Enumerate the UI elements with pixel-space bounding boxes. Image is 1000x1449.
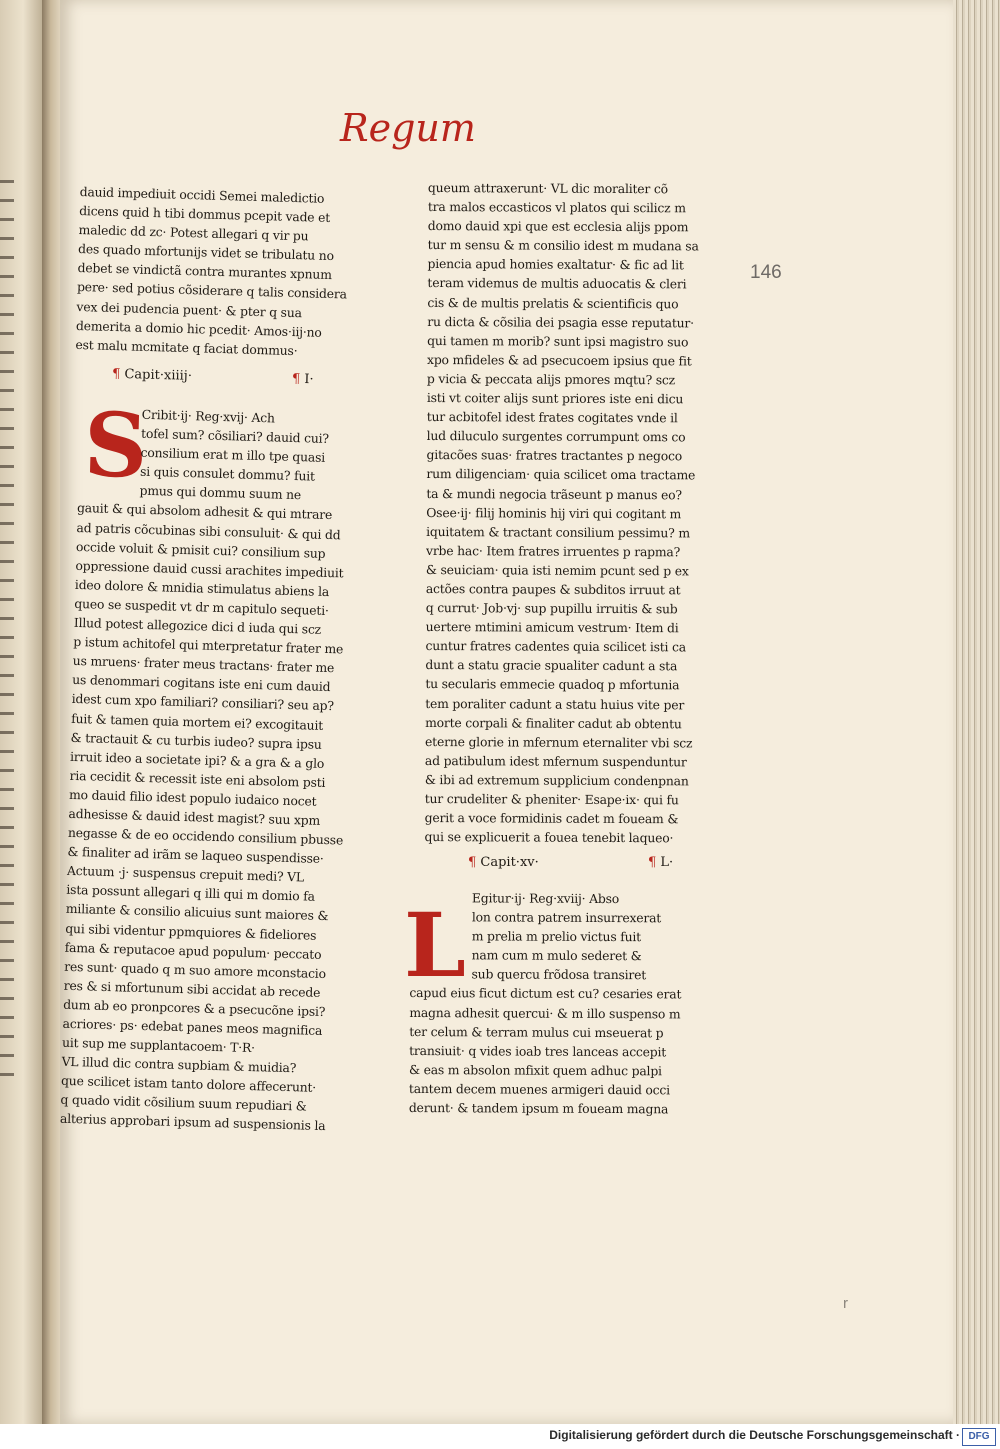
- text-line: qui sibi videntur ppmquiores & fideliores: [65, 920, 317, 943]
- chapter-label: Capit·xv·: [480, 855, 539, 870]
- page-edges: [953, 0, 1000, 1424]
- text-line: occide voluit & pmisit cui? consilium sup: [75, 538, 326, 561]
- text-line: res sunt· quado q m suo amore mconstacio: [64, 958, 327, 981]
- text-line: vex dei pudencia puent· & pter q sua: [76, 298, 303, 320]
- text-line: Actuum ·j· suspensus crepuit medi? VL: [66, 863, 305, 885]
- paragraph-mark-icon: ¶: [291, 371, 305, 388]
- text-line: vrbe hac· Item fratres irruentes p rapma?: [426, 542, 681, 560]
- text-line: dunt a statu gracie spualiter cadunt a sta: [425, 657, 678, 674]
- text-line: qui se explicuerit a fouea tenebit laqueo·: [424, 829, 674, 846]
- text-line: fama & reputacoe apud populum· peccato: [64, 939, 322, 962]
- text-line: ta & mundi negocia trãseunt p manus eo?: [426, 485, 682, 502]
- text-line: lon contra patrem insurrexerat: [471, 909, 662, 926]
- text-line: des quado mfortunijs videt se tribulatu no: [77, 241, 335, 264]
- text-line: VL illud dic contra supbiam & muidia?: [61, 1053, 297, 1076]
- left-column-top: [75, 182, 380, 362]
- text-line: tur acbitofel idest frates cogitates vnde il: [426, 409, 678, 426]
- text-line: xpo mfideles & ad psecucoem ipsius que fit: [427, 351, 692, 369]
- text-line: uertere mtimini amicum vestrum· Item di: [425, 619, 679, 636]
- text-line: negasse & de eo occidendo consilium pbusse: [67, 824, 344, 848]
- text-line: eterne glorie in mfernum eternaliter vbi scz: [425, 733, 693, 751]
- text-line: ideo dolore & mnidia stimulatus abiens la: [74, 576, 330, 599]
- left-column: [60, 403, 380, 1137]
- folio-number: 146: [750, 262, 782, 283]
- text-line: queo se suspedit vt dr m capitulo sequeti·: [74, 595, 329, 618]
- chapter-number: ¶ I·: [291, 371, 314, 388]
- text-line: tu secularis emmecie quadoq p mfortunia: [425, 676, 680, 693]
- text-line: tur crudeliter & pheniter· Esape·ix· qui fu: [424, 790, 679, 808]
- funding-credit: Digitalisierung gefördert durch die Deutsche Forschungsgemeinschaft ·: [549, 1428, 960, 1442]
- left-page-text-fragment: [0, 180, 14, 1080]
- text-line: piencia apud homies exaltatur· & fic ad lit: [427, 256, 684, 273]
- text-line: tofel sum? cõsiliari? dauid cui?: [140, 425, 330, 447]
- text-line: adhesisse & dauid idest magist? suu xpm: [68, 805, 321, 828]
- text-line: tem poraliter cadunt a statu huius vite per: [425, 695, 685, 712]
- text-line: tur m sensu & m consilio idest m mudana sa: [427, 237, 699, 254]
- text-line: transiuit· q vides ioab tres lanceas accepit: [409, 1042, 667, 1060]
- chapter-heading-right: [468, 855, 708, 870]
- text-line: gauit & qui absolom adhesit & qui mtrare: [76, 500, 333, 523]
- text-line: gerit a voce formidinis cadet m foueam &: [424, 810, 679, 827]
- text-line: & seuiciam· quia isti nemim pcunt sed p ex: [425, 561, 689, 579]
- text-line: rum diligenciam· quia scilicet oma tractame: [426, 466, 696, 483]
- text-line: & ibi ad extremum supplicium condenpnan: [424, 771, 689, 789]
- text-line: morte corpali & finaliter cadut ab obtentu: [425, 714, 682, 731]
- text-line: teram videmus de multis aduocatis & cleri: [427, 275, 687, 292]
- text-line: dum ab eo pronpcores & a psecucõne ipsi?: [62, 996, 326, 1019]
- text-line: & tractauit & cu turbis iudeo? supra ipsu: [70, 729, 322, 752]
- left-page-edge: [0, 0, 42, 1424]
- text-line: uit sup me supplantacoem· T·R·: [61, 1034, 256, 1056]
- text-line: alterius approbari ipsum ad suspensionis la: [59, 1111, 326, 1134]
- text-line: Cribit·ij· Reg·xvij· Ach: [141, 406, 276, 426]
- paragraph-mark-icon: ¶: [111, 366, 125, 382]
- text-line: ad patris cõcubinas sibi consuluit· & qui dd: [76, 519, 341, 542]
- text-line: demerita a domio hic pcedit· Amos·iij·no: [75, 317, 322, 340]
- text-line: oppressione dauid cussi arachites impediuit: [75, 557, 344, 581]
- text-line: si quis consulet dommu? fuit: [139, 463, 315, 484]
- text-line: fuit & tamen quia mortem ei? excogitauit: [70, 710, 324, 733]
- text-line: idest cum xpo familiari? consiliari? seu ap?: [71, 691, 335, 714]
- text-line: & finaliter ad irãm se laqueo suspendisse·: [67, 843, 324, 867]
- paragraph-mark-icon: ¶: [468, 855, 481, 870]
- right-column-bottom: [409, 888, 710, 1119]
- text-line: actões contra paupes & subditos irruut at: [425, 580, 681, 598]
- text-line: nam cum m mulo sederet &: [471, 947, 642, 964]
- text-line: domo dauid xpi que est ecclesia alijs ppom: [427, 218, 689, 235]
- text-line: cuntur fratres cadentes quia scilicet isti ca: [425, 638, 687, 655]
- text-line: us mruens· frater meus tractans· frater me: [72, 653, 335, 676]
- text-line: & eas m absolon mfixit quem adhuc palpi: [409, 1061, 662, 1079]
- text-line: capud eius ficut dictum est cu? cesaries erat: [409, 985, 682, 1002]
- footer-bar: [0, 1424, 1000, 1449]
- text-line: lud diluculo surgentes corrumpunt oms co: [426, 428, 686, 445]
- initial-l: L: [404, 893, 466, 997]
- text-line: que scilicet istam tanto dolore affecerunt·: [60, 1073, 317, 1096]
- text-line: dicens quid h tibi dommus pcepit vade et: [78, 203, 331, 226]
- paragraph-mark-icon: ¶: [648, 855, 661, 870]
- text-line: ria cecidit & recessit iste eni absolom psti: [69, 767, 326, 790]
- text-line: queum attraxerunt· VL dic moraliter cõ: [427, 179, 668, 197]
- text-line: q quado vidit cõsilium suum repudiari &: [60, 1092, 307, 1114]
- text-line: us denommari cogitans iste eni cum dauid: [72, 672, 331, 695]
- text-line: tantem decem muenes armigeri dauid occi: [408, 1080, 670, 1098]
- text-line: isti vt coiter alijs sunt priores iste eni dicu: [426, 390, 684, 407]
- text-line: irruit ideo a societate ipi? & a gra & a glo: [69, 748, 325, 771]
- chapter-number: ¶ L·: [648, 855, 674, 870]
- text-line: tra malos eccasticos vl platos qui scilicz m: [427, 199, 686, 216]
- dfg-logo: DFG: [962, 1428, 996, 1446]
- text-line: p istum achitofel qui mterpretatur frater me: [73, 634, 344, 657]
- initial-s: S: [82, 392, 150, 498]
- text-line: ter celum & terram mulus cui mseuerat p: [409, 1023, 664, 1040]
- catchmark: r: [843, 1295, 848, 1312]
- text-line: p vicia & peccata alijs pmores mqtu? scz: [426, 370, 676, 388]
- text-line: derunt· & tandem ipsum m foueam magna: [408, 1100, 669, 1117]
- text-line: consilium erat m illo tpe quasi: [140, 444, 326, 466]
- text-line: debet se vindictã contra murantes xpnum: [77, 260, 332, 283]
- running-heading: Regum: [340, 106, 476, 150]
- text-line: cis & de multis prelatis & scientificis quo: [427, 294, 679, 311]
- text-line: miliante & consilio alicuius sunt maiores &: [65, 901, 329, 924]
- text-line: mo dauid filio idest populo iudaico nocet: [68, 786, 317, 809]
- text-line: sub quercu frõdosa transiret: [471, 966, 647, 983]
- text-line: Osee·ij· filij hominis hij viri qui cogitant m: [426, 504, 682, 521]
- text-line: ista possunt allegari q illi qui m domio fa: [66, 882, 315, 905]
- text-line: iquitatem & tractant consilium pessimu? m: [426, 523, 690, 541]
- text-line: acriores· ps· edebat panes meos magnifica: [62, 1015, 323, 1039]
- right-column: [425, 178, 728, 848]
- text-line: Illud potest allegozice dici d iuda qui scz: [73, 614, 322, 637]
- text-line: est malu mcmitate q faciat dommus·: [75, 336, 298, 358]
- text-line: pmus qui dommu suum ne: [139, 483, 302, 503]
- chapter-label: Capit·xiiij·: [124, 366, 193, 384]
- text-line: m prelia m prelio victus fuit: [471, 928, 641, 945]
- text-line: ru dicta & cõsilia dei psagia esse reputatur·: [427, 313, 694, 331]
- text-line: gitacões suas· fratres tractantes p negoco: [426, 447, 683, 464]
- text-line: res & si mfortunum sibi accidat ab recede: [63, 977, 321, 1000]
- text-line: qui tamen m morib? sunt ipsi magistro suo: [427, 332, 689, 350]
- text-line: Egitur·ij· Reg·xviij· Abso: [471, 890, 620, 907]
- text-line: q currut· Job·vj· sup pupillu irruitis & sub: [425, 600, 678, 617]
- text-line: maledic dd zc· Potest allegari q vir pu: [78, 222, 309, 244]
- text-line: magna adhesit quercui· & m illo suspenso m: [409, 1004, 681, 1021]
- text-line: pere· sed potius cõsiderare q talis considera: [76, 279, 347, 302]
- text-line: ad patibulum idest mfernum suspenduntur: [424, 752, 687, 770]
- text-line: dauid impediuit occidi Semei maledictio: [79, 183, 325, 206]
